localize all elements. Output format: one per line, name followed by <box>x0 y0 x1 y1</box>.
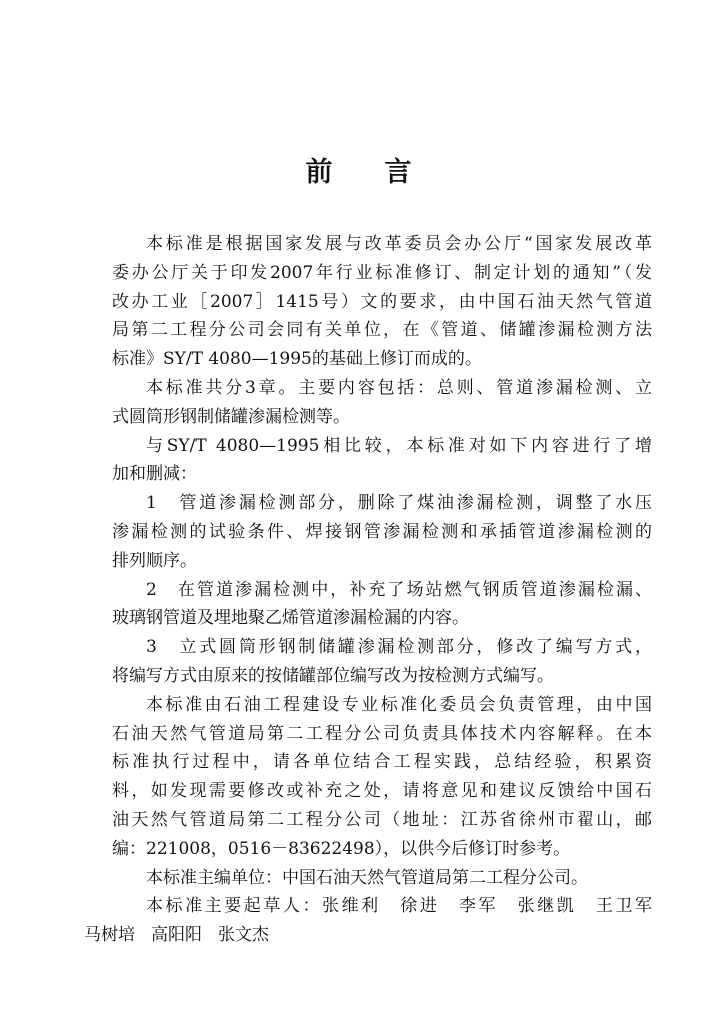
drafter-name: 李军 <box>458 896 499 917</box>
drafter-name: 张文杰 <box>218 925 269 946</box>
text-line: 将编写方式由原来的按储罐部位编写改为按检测方式编写。 <box>112 665 554 686</box>
drafter-name: 张继凯 <box>517 896 577 917</box>
text-line: 油天然气管道局第二工程分公司（地址：江苏省徐州市翟山，邮 <box>112 809 652 830</box>
text-line: 排列顺序。 <box>112 550 197 571</box>
drafter-name: 张维利 <box>322 896 381 917</box>
paragraph-management <box>112 691 652 864</box>
text-line: 本标准是根据国家发展与改革委员会办公厅“国家发展改革 <box>146 234 652 254</box>
page-title <box>0 150 717 189</box>
text-line: 式圆筒形钢制储罐渗漏检测等。 <box>112 406 350 427</box>
text-line: 本标准主编单位：中国石油天然气管道局第二工程分公司。 <box>146 867 588 888</box>
text-line: 本标准共分3章。主要内容包括：总则、管道渗漏检测、立 <box>146 377 652 398</box>
paragraph-item-1 <box>112 489 652 575</box>
text-line: 标准》SY/T 4080—1995的基础上修订而成的。 <box>112 349 482 370</box>
text-line: 加和删减： <box>112 464 197 485</box>
paragraph-drafters <box>84 892 653 950</box>
text-line: 1 管道渗漏检测部分，删除了煤油渗漏检测，调整了水压 <box>146 493 652 514</box>
drafter-name: 高阳阳 <box>151 925 202 946</box>
paragraph-basis <box>112 230 652 374</box>
text-line: 委办公厅关于印发2007年行业标准修订、制定计划的通知”（发 <box>112 262 652 283</box>
text-line: 局第二工程分公司会同有关单位，在《管道、储罐渗漏检测方法 <box>112 320 652 341</box>
drafter-name: 马树培 <box>84 925 135 946</box>
paragraph-comparison <box>112 432 652 490</box>
text-line: 料，如发现需要修改或补充之处，请将意见和建议反馈给中国石 <box>112 781 652 802</box>
text-line: 与SY/T 4080—1995相比较，本标准对如下内容进行了增 <box>146 435 652 456</box>
text-line: 标准执行过程中，请各单位结合工程实践，总结经验，积累资 <box>112 752 652 773</box>
drafters-label: 本标准主要起草人： <box>146 896 323 917</box>
text-line: 石油天然气管道局第二工程分公司负责具体技术内容解释。在本 <box>112 723 652 744</box>
drafters-line-2 <box>78 921 652 950</box>
text-line: 编：221008，0516－83622498），以供今后修订时参考。 <box>112 838 571 859</box>
document-body <box>84 230 653 950</box>
text-line: 玻璃钢管道及埋地聚乙烯管道渗漏检漏的内容。 <box>112 608 469 629</box>
text-line: 3 立式圆筒形钢制储罐渗漏检测部分，修改了编写方式， <box>146 637 652 658</box>
drafter-name: 徐进 <box>400 896 440 917</box>
text-line: 改办工业［2007］1415号）文的要求，由中国石油天然气管道 <box>112 291 652 312</box>
title-char-left: 前 <box>305 157 333 188</box>
paragraph-item-2 <box>112 576 652 634</box>
drafters-line-1 <box>112 892 652 921</box>
paragraph-chief-unit <box>112 864 652 893</box>
text-line: 渗漏检测的试验条件、焊接钢管渗漏检测和承插管道渗漏检测的 <box>112 521 652 542</box>
paragraph-chapters <box>112 374 652 432</box>
paragraph-item-3 <box>112 633 652 691</box>
title-char-right: 言 <box>384 157 412 188</box>
drafter-name: 王卫军 <box>595 896 653 917</box>
text-line: 本标准由石油工程建设专业标准化委员会负责管理，由中国 <box>146 694 652 715</box>
text-line: 2 在管道渗漏检测中，补充了场站燃气钢质管道渗漏检漏、 <box>146 579 652 600</box>
